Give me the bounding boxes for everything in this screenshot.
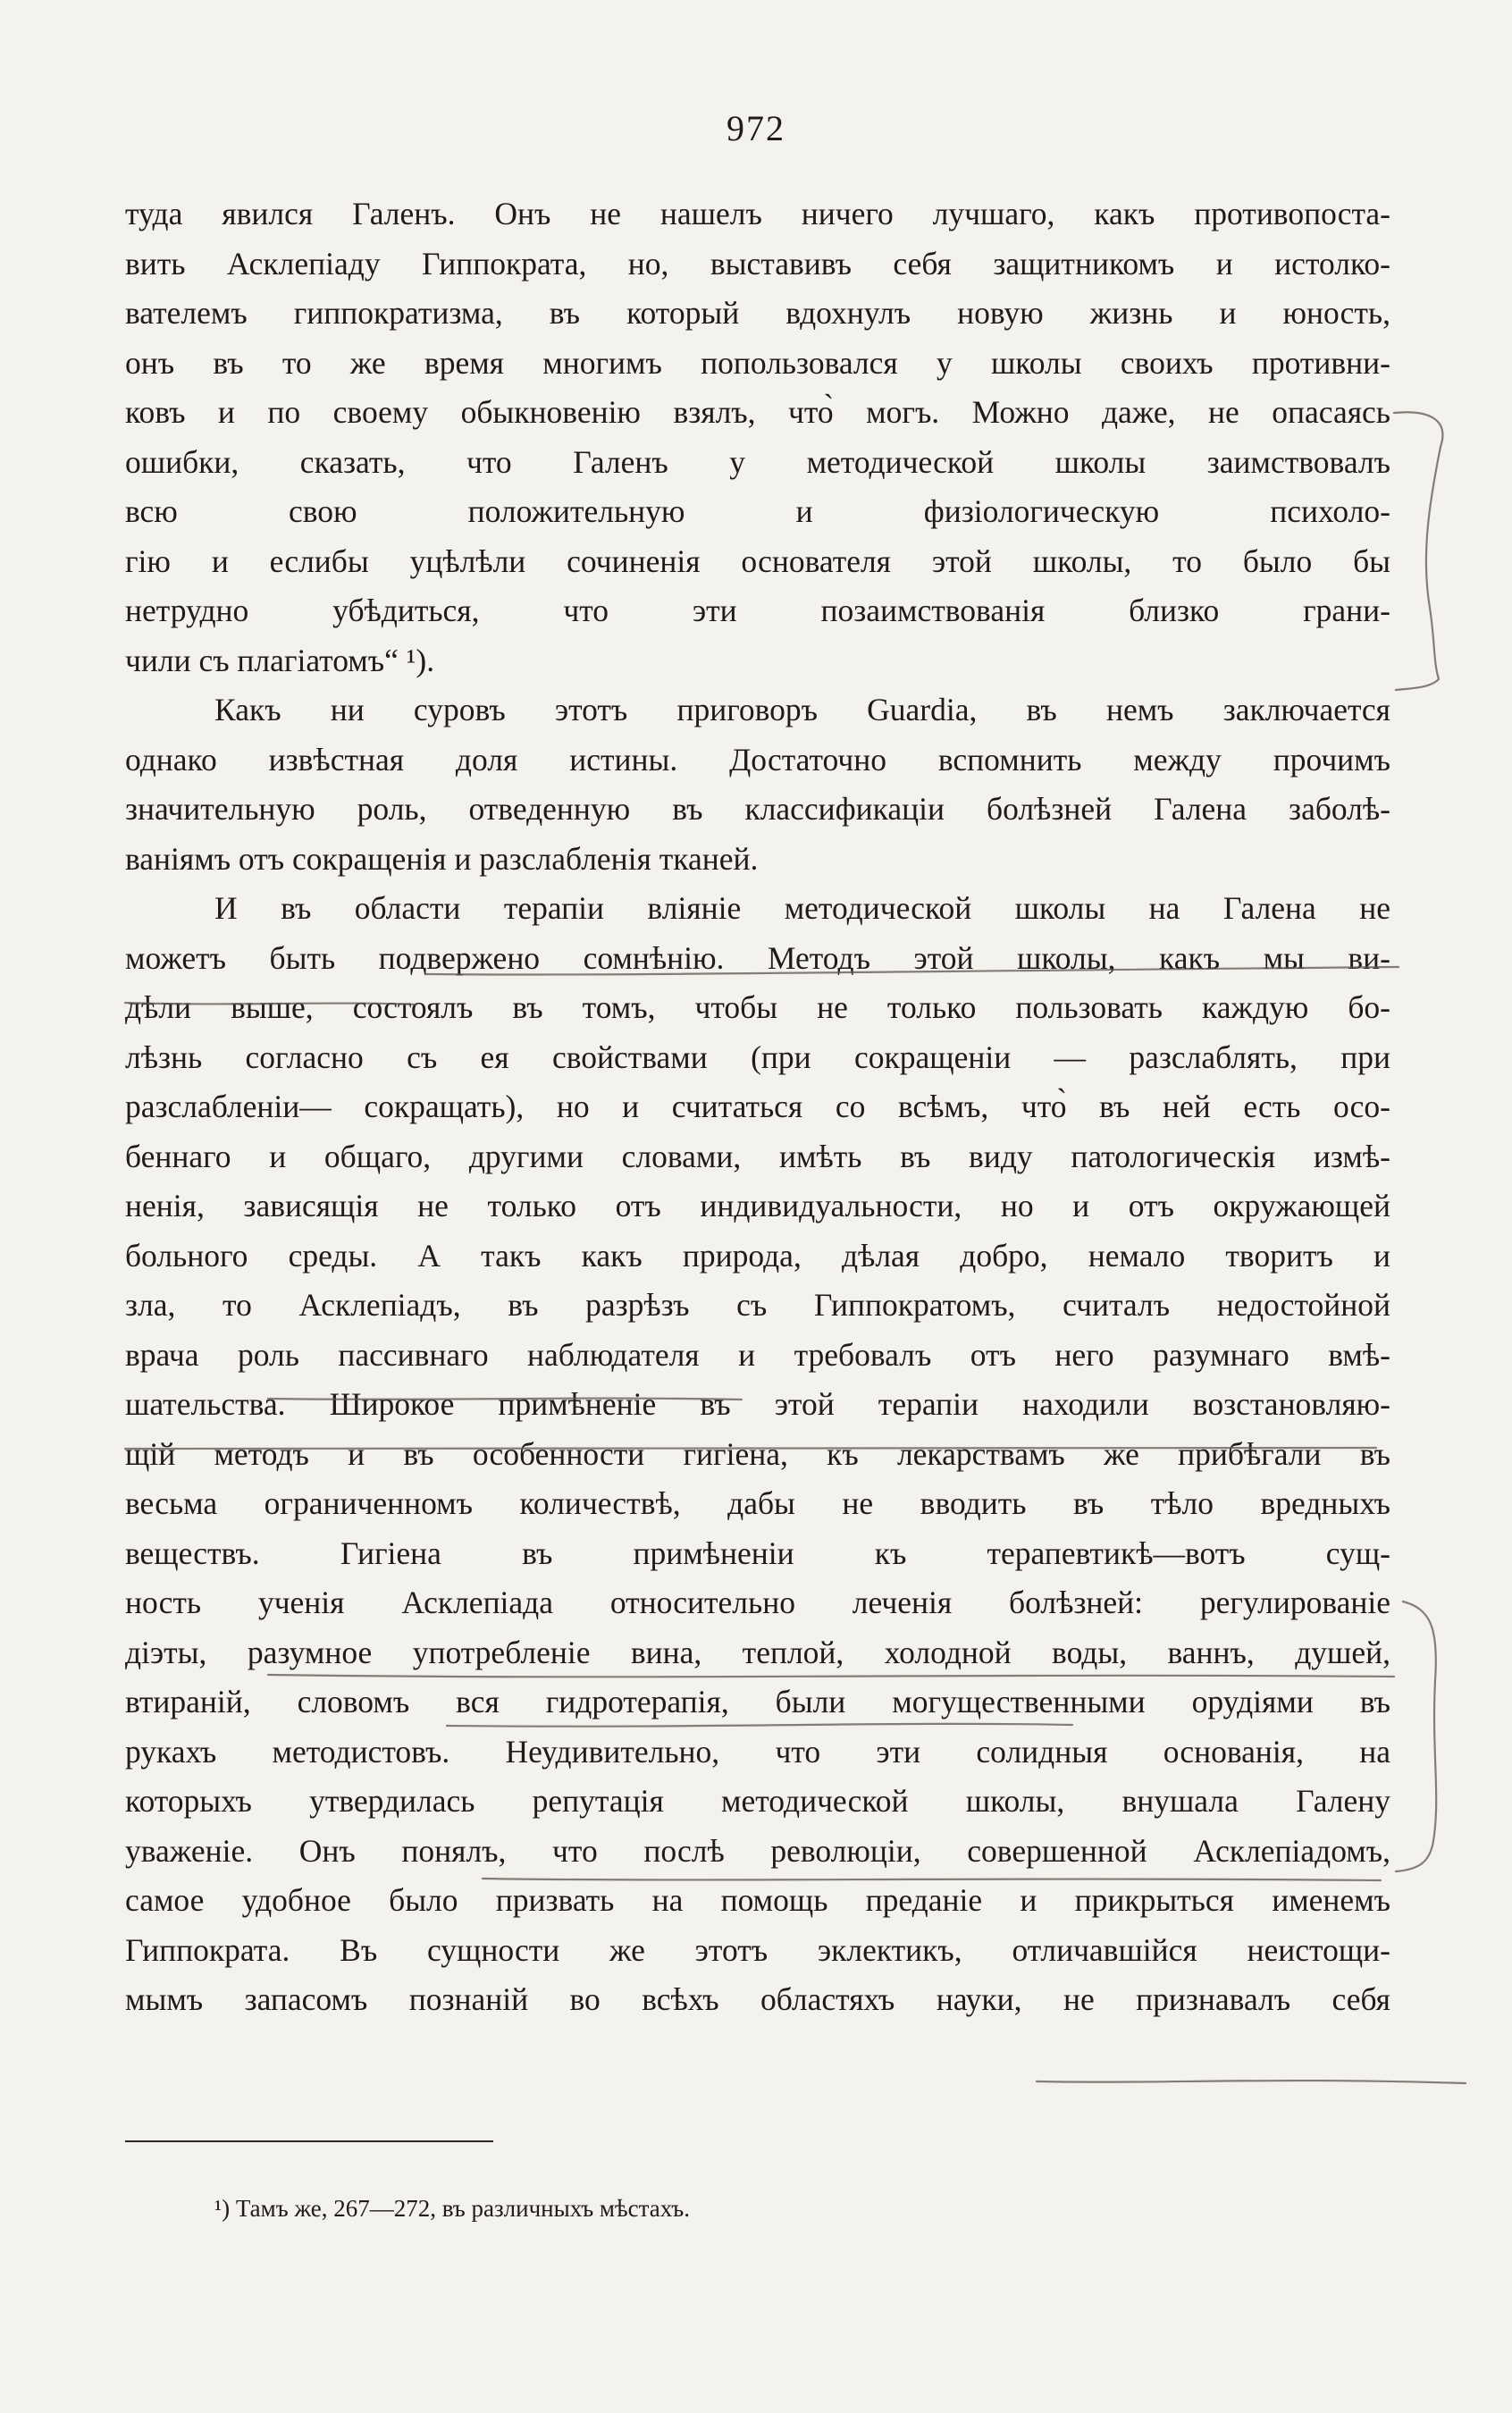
text-line: уваженіе. Онъ понялъ, что послѣ революціи, совершенной Асклепіадомъ, (125, 1832, 1390, 1869)
text-line: вить Асклепіаду Гиппократа, но, выставивъ себя защитникомъ и истолко- (125, 245, 1390, 282)
text-line: которыхъ утвердилась репутація методической школы, внушала Галену (125, 1783, 1390, 1819)
page-number: 972 (727, 108, 785, 148)
text-line: нетрудно убѣдиться, что эти позаимствованія близко грани- (125, 593, 1390, 628)
text-line: однако извѣстная доля истины. Достаточно вспомнить между прочимъ (125, 741, 1390, 778)
text-line: Какъ ни суровъ этотъ приговоръ Guardia, въ немъ заключается (214, 692, 1390, 727)
text-line: ковъ и по своему обыкновенію взялъ, что̀ могъ. Можно даже, не опасаясь (125, 394, 1390, 430)
text-line: втираній, словомъ вся гидротерапія, были могущественными орудіями въ (125, 1684, 1390, 1719)
text-line: туда явился Галенъ. Онъ не нашелъ ничего лучшаго, какъ противопоста- (125, 196, 1390, 231)
text-line: Гиппократа. Въ сущности же этотъ эклектикъ, отличавшійся неистощи- (125, 1931, 1390, 1968)
text-line: зла, то Асклепіадъ, въ разрѣзъ съ Гиппократомъ, считалъ недостойной (125, 1287, 1390, 1323)
text-line: значительную роль, отведенную въ классификаціи болѣзней Галена заболѣ- (125, 791, 1390, 827)
text-line: вателемъ гиппократизма, въ который вдохнулъ новую жизнь и юность, (125, 295, 1390, 331)
text-line: рукахъ методистовъ. Неудивительно, что эти солидныя основанія, на (125, 1733, 1390, 1770)
text-line: больного среды. А такъ какъ природа, дѣлая добро, немало творитъ и (125, 1237, 1390, 1274)
margin-bracket-2 (1396, 1602, 1436, 1871)
text-line: самое удобное было призвать на помощь преданіе и прикрыться именемъ (125, 1882, 1390, 1918)
text-line: ваніямъ отъ сокращенія и разслабленія тканей. (125, 840, 759, 877)
text-line: разслабленіи— сокращать), но и считаться со всѣмъ, что̀ въ ней есть осо- (125, 1089, 1390, 1124)
text-line: лѣзнь согласно съ ея свойствами (при сокращеніи — разслаблять, при (125, 1038, 1390, 1075)
footnote: ¹) Тамъ же, 267—272, въ различныхъ мѣстахъ. (214, 2195, 690, 2222)
text-line: весьма ограниченномъ количествѣ, дабы не вводить въ тѣло вредныхъ (125, 1485, 1390, 1521)
footnote-divider (125, 2140, 493, 2142)
text-line: онъ въ то же время многимъ попользовался у школы своихъ противни- (125, 344, 1390, 381)
text-line: шательства. Широкое примѣненіе въ этой терапіи находили возстановляю- (125, 1386, 1390, 1422)
text-line: діэты, разумное употребленіе вина, теплой, холодной воды, ваннъ, душей, (125, 1634, 1390, 1670)
text-line: веществъ. Гигіена въ примѣненіи къ терапевтикѣ—вотъ сущ- (125, 1534, 1390, 1571)
text-line: И въ области терапіи вліяніе методической школы на Галена не (214, 890, 1390, 926)
text-line: всю свою положительную и физіологическую психоло- (125, 493, 1390, 529)
underline-8 (1037, 2081, 1466, 2083)
text-line: дѣли выше, состоялъ въ томъ, чтобы не только пользовать каждую бо- (125, 989, 1390, 1025)
text-line: чили съ плагіатомъ“ ¹). (125, 642, 435, 678)
text-line: можетъ быть подвержено сомнѣнію. Методъ этой школы, какъ мы ви- (125, 939, 1390, 976)
text-line: щій методъ и въ особенности гигіена, къ лекарствамъ же прибѣгали въ (125, 1435, 1390, 1472)
body-text (125, 189, 1390, 2025)
text-line: врача роль пассивнаго наблюдателя и требовалъ отъ него разумнаго вмѣ- (125, 1336, 1390, 1373)
text-line: гію и еслибы уцѣлѣли сочиненія основателя этой школы, то было бы (125, 542, 1390, 579)
margin-bracket-1 (1394, 412, 1442, 690)
text-line: ошибки, сказать, что Галенъ у методической школы заимствовалъ (125, 443, 1390, 480)
text-line: ненія, зависящія не только отъ индивидуальности, но и отъ окружающей (125, 1188, 1390, 1223)
text-line: мымъ запасомъ познаній во всѣхъ областяхъ науки, не признавалъ себя (125, 1981, 1390, 2017)
text-line: ность ученія Асклепіада относительно леченія болѣзней: регулированіе (125, 1585, 1390, 1620)
text-line: беннаго и общаго, другими словами, имѣть въ виду патологическія измѣ- (125, 1138, 1390, 1174)
